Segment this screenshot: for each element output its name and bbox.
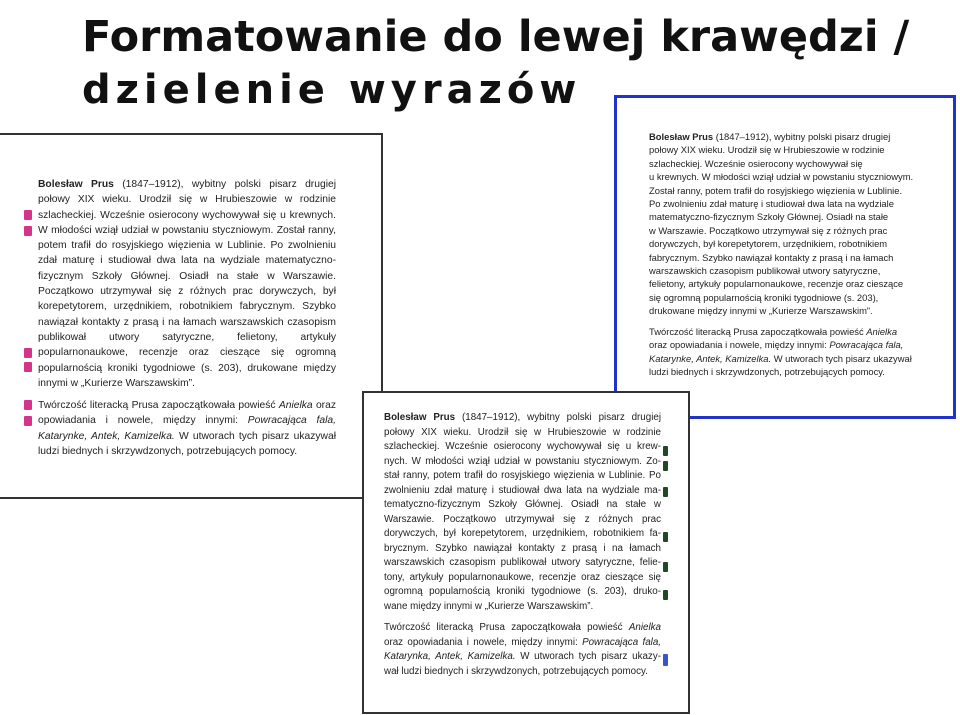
- italic-title: Anielka: [866, 325, 898, 337]
- slide-title-line-1: Formatowanie do lewej krawędzi /: [82, 12, 910, 62]
- left-paragraph-2: [649, 325, 949, 379]
- italic-titles: Katarynke, Antek, Kamizelka.: [649, 352, 772, 364]
- green-marker: [663, 562, 668, 572]
- hyphenated-paragraph-1: [384, 411, 661, 614]
- italic-title: Anielka: [278, 400, 313, 412]
- italic-titles: Powracająca fala, Katarynka, Antek, Kamizelka.: [384, 636, 661, 662]
- paragraph-text: (1847–1912), wybitny polski pisarz drugiej połowy XIX wieku. Urodził się w Hrubieszowie w rodzinie szlacheckiej. Wcześnie osierocony wychowywał się u krew-nych. W młodości wziął udział w powstaniu styczniowym. Zo-stał ranny, potem trafił do rosyjskiego więzienia w Lublinie. Po zwolnieniu zdał maturę i studiował dwa lata na wydziale ma-tematyczno-fizycznym Szkoły Głównej. Osiadł na stałe w Warszawie. Początkowo utrzymywał się z różnych prac dorywczych, był korepetytorem, urzędnikiem, robotnikiem fa-brycznym. Szybko nawiązał kontakty z prasą i na łamach warszawskich czasopism publikował utwory satyryczne, felie-tony, artykuły popularnonaukowe, recenzje oraz cieszące się ogromną popularnością kroniki tygodniowe (s. 203), druko-wane między innymi w „Kurierze Warszawskim”.: [384, 412, 661, 612]
- green-marker: [663, 446, 668, 456]
- text-line: drukowane między innymi w „Kurierze Warszawskim”.: [649, 305, 873, 317]
- text-line: się ogromną popularnością kroniki tygodniowe (s. 203),: [649, 291, 879, 303]
- text-line: dorywczych, był korepetytorem, urzędnikiem, robotnikiem: [649, 238, 888, 250]
- left-aligned-text-body: [649, 130, 949, 378]
- text-line: W utworach tych pisarz ukazywał: [771, 352, 912, 364]
- text-line: szlacheckiej. Wcześnie osierocony wychowywał się: [649, 157, 863, 169]
- text-line: (1847–1912), wybitny polski pisarz drugiej: [715, 131, 891, 142]
- text-line: warszawskich czasopism publikował utwory satyryczne,: [649, 265, 881, 277]
- italic-title: Anielka: [628, 622, 661, 633]
- text-line: połowy XIX wieku. Urodził się w Hrubieszowie w rodzinie: [649, 144, 885, 156]
- left-aligned-text-panel: [614, 95, 956, 419]
- slide-title-line-2: dzielenie wyrazów: [82, 67, 582, 113]
- hyphenated-text-body: [384, 411, 661, 679]
- paragraph-text: Twórczość literacką Prusa zapoczątkowała powieść: [384, 622, 629, 633]
- justified-paragraph-1: [38, 177, 336, 391]
- text-line: w Warszawie. Początkowo utrzymywał się z różnych prac: [649, 224, 888, 236]
- justified-paragraph-2: [38, 398, 336, 459]
- paragraph-text: W utworach tych pisarz ukazywał ludzi biednych i skrzywdzonych, potrzebujących pomocy.: [38, 430, 336, 458]
- green-marker: [663, 532, 668, 542]
- text-line: Po zwolnieniu zdał maturę i studiował dwa lata na wydziale: [649, 198, 894, 210]
- green-marker: [663, 590, 668, 600]
- italic-title: Powracająca fala,: [829, 339, 904, 351]
- paragraph-text: oraz opowiadania i nowele, między innymi:: [38, 400, 336, 427]
- hyphenated-text-panel: [362, 391, 690, 714]
- blue-marker: [663, 654, 668, 666]
- green-marker: [663, 487, 668, 497]
- pink-marker: [24, 210, 32, 220]
- green-marker: [663, 461, 668, 471]
- text-line: fabrycznym. Szybko nawiązał kontakty z prasą i na łamach: [649, 251, 894, 263]
- left-paragraph-1: [649, 130, 949, 318]
- hyphenated-paragraph-2: [384, 621, 661, 679]
- text-line: felietony, artykuły popularnonaukowe, recenzje oraz cieszące: [649, 278, 904, 290]
- text-line: Został ranny, potem trafił do rosyjskiego więzienia w Lublinie.: [649, 184, 903, 196]
- paragraph-text: W utworach tych pisarz ukazy-wał ludzi biednych i skrzywdzonych, potrzebujących pomocy.: [384, 651, 661, 677]
- pink-marker: [24, 400, 32, 410]
- text-line: u krewnych. W młodości wziął udział w powstaniu styczniowym.: [649, 171, 914, 183]
- pink-marker: [24, 226, 32, 236]
- text-line: matematyczno-fizycznym Szkoły Głównej. Osiadł na stałe: [649, 211, 889, 223]
- pink-marker: [24, 362, 32, 372]
- justified-text-panel: [0, 133, 383, 499]
- paragraph-text: Twórczość literacką Prusa zapoczątkowała powieść: [38, 400, 279, 412]
- author-name: Bolesław Prus: [38, 179, 114, 190]
- author-name: Bolesław Prus: [649, 131, 714, 142]
- pink-marker: [24, 348, 32, 358]
- author-name: Bolesław Prus: [384, 412, 456, 423]
- paragraph-text: oraz opowiadania i nowele, między innymi:: [384, 636, 583, 648]
- pink-marker: [24, 416, 32, 426]
- justified-text-body: [38, 177, 336, 459]
- italic-titles: Powracająca fala, Katarynke, Antek, Kamizelka.: [38, 415, 337, 442]
- text-line: oraz opowiadania i nowele, między innymi:: [649, 339, 830, 351]
- text-line: Twórczość literacką Prusa zapoczątkowała powieść: [649, 325, 867, 337]
- text-line: ludzi biednych i skrzywdzonych, potrzebujących pomocy.: [649, 365, 885, 377]
- paragraph-text: (1847–1912), wybitny polski pisarz drugiej połowy XIX wieku. Urodził się w Hrubieszowie w rodzinie szlacheckiej. Wcześnie osierocony wychowywał się u krewnych. W młodości wziął udział w powstaniu styczniowym. Został ranny, potem trafił do rosyjskiego więzienia w Lublinie. Po zwolnieniu zdał maturę i studiował dwa lata na wydziale matematyczno-fizycznym Szkoły Głównej. Osiadł na stałe w Warszawie. Początkowo utrzymywał się z różnych prac dorywczych, był korepetytorem, urzędnikiem, robotnikiem fabrycznym. Szybko nawiązał kontakty z prasą i na łamach warszawskich czasopism publikował utwory satyryczne, felietony, artykuły popularnonaukowe, recenzje oraz cieszące się ogromną popularnością kroniki tygodniowe (s. 203), drukowane między innymi w „Kurierze Warszawskim”.: [38, 179, 336, 389]
